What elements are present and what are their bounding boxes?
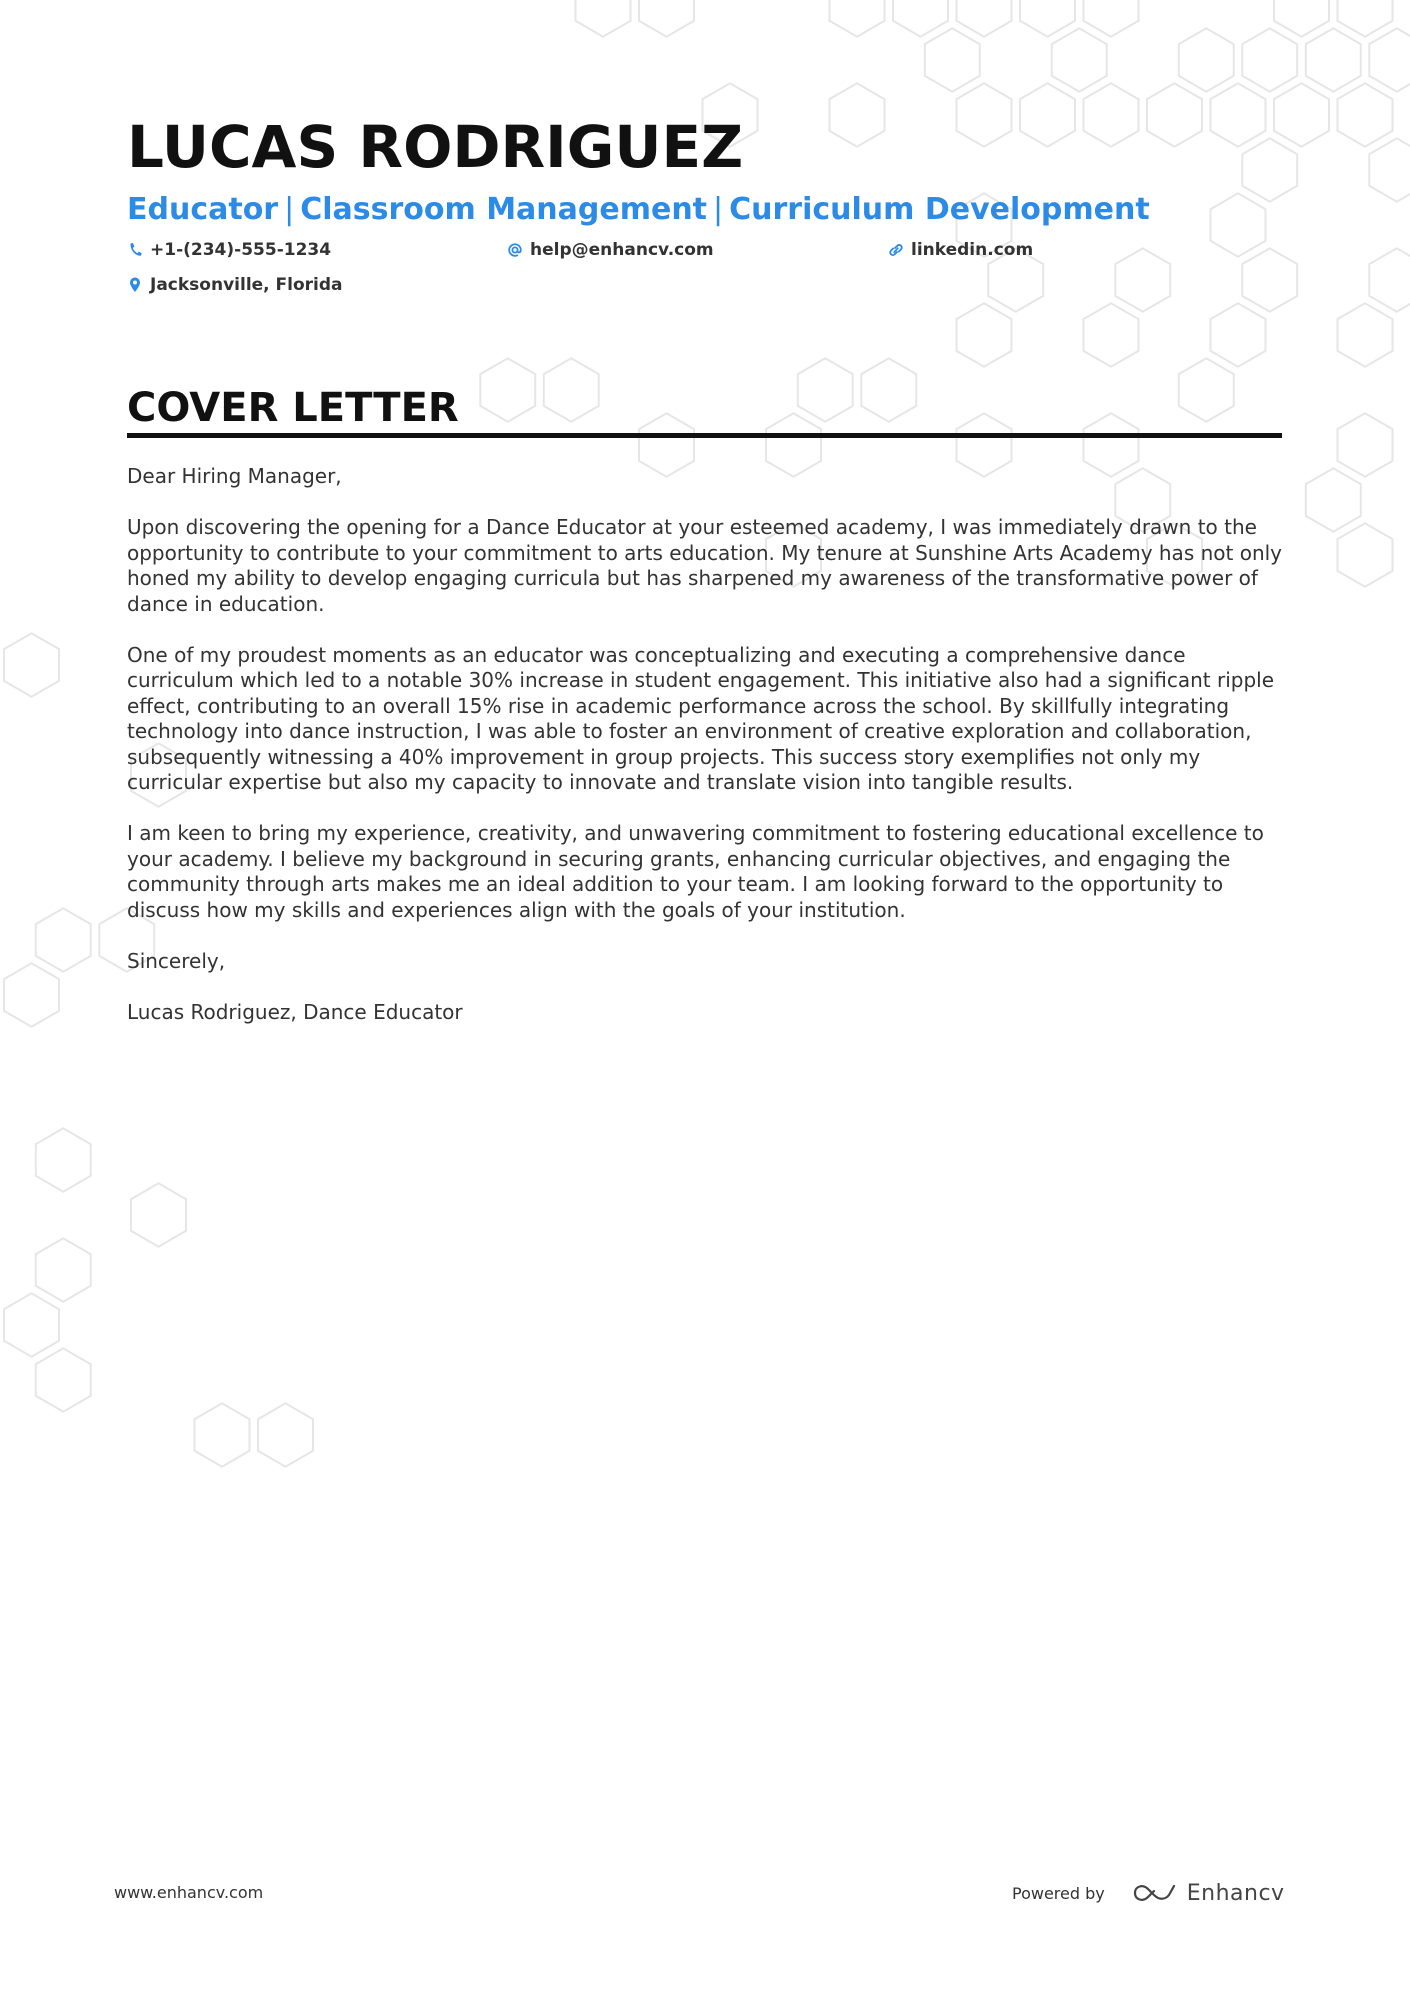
headline-separator: | bbox=[284, 192, 295, 227]
headline-part-3: Curriculum Development bbox=[729, 192, 1150, 227]
phone-text: +1-(234)-555-1234 bbox=[150, 240, 332, 260]
headline bbox=[127, 188, 1150, 232]
footer-url[interactable]: www.enhancv.com bbox=[114, 1883, 264, 1902]
signature: Lucas Rodriguez, Dance Educator bbox=[127, 999, 463, 1024]
location-text: Jacksonville, Florida bbox=[150, 275, 343, 295]
salutation: Dear Hiring Manager, bbox=[127, 464, 342, 488]
section-divider bbox=[127, 433, 1282, 438]
map-pin-icon bbox=[128, 276, 142, 294]
headline-part-2: Classroom Management bbox=[300, 192, 708, 227]
contact-location bbox=[128, 275, 343, 295]
contact-phone bbox=[128, 240, 331, 260]
letter-paragraph-3: I am keen to bring my experience, creativity, and unwavering commitment to fostering educational excellence to your academy. I believe my background in securing grants, enhancing curricular objectives, and engaging the community through arts makes me an ideal addition to your team. I am looking forward to the opportunity to discuss how my skills and experiences align with the goals of your institution. bbox=[127, 821, 1264, 922]
closing: Sincerely, bbox=[127, 948, 226, 973]
at-icon bbox=[508, 241, 522, 259]
letter-body bbox=[127, 464, 1287, 1051]
email-text[interactable]: help@enhancv.com bbox=[530, 240, 714, 260]
phone-icon bbox=[128, 241, 142, 259]
letter-paragraph-1: Upon discovering the opening for a Dance Educator at your esteemed academy, I was immediately drawn to the opportunity to contribute to your commitment to arts education. My tenure at Sunshine Arts Academy has not only honed my ability to develop engaging curricula but has sharpened my awareness of the transformative power of dance in education. bbox=[127, 515, 1283, 616]
contact-email[interactable] bbox=[508, 240, 714, 260]
letter-paragraph-2: One of my proudest moments as an educator was conceptualizing and executing a comprehensive dance curriculum which led to a notable 30% increase in student engagement. This initiative also had a significant ripple effect, contributing to an overall 15% rise in academic performance across the school. By skillfully integrating technology into dance instruction, I was able to foster an environment of creative exploration and collaboration, subsequently witnessing a 40% improvement in group projects. This success story exemplifies not only my curricular expertise but also my capacity to innovate and translate vision into tangible results. bbox=[127, 642, 1275, 794]
candidate-name: LUCAS RODRIGUEZ bbox=[127, 113, 744, 181]
section-title: COVER LETTER bbox=[127, 385, 459, 431]
linkedin-text[interactable]: linkedin.com bbox=[911, 240, 1034, 260]
powered-by-label: Powered by bbox=[1012, 1883, 1105, 1903]
contact-linkedin[interactable] bbox=[889, 240, 1033, 260]
link-icon bbox=[889, 241, 903, 259]
powered-by bbox=[1012, 1880, 1285, 1906]
brand-name: Enhancv bbox=[1186, 1880, 1285, 1906]
headline-separator: | bbox=[713, 192, 724, 227]
enhancv-logo-icon bbox=[1131, 1880, 1177, 1906]
brand[interactable] bbox=[1131, 1880, 1285, 1906]
headline-part-1: Educator bbox=[127, 192, 279, 227]
